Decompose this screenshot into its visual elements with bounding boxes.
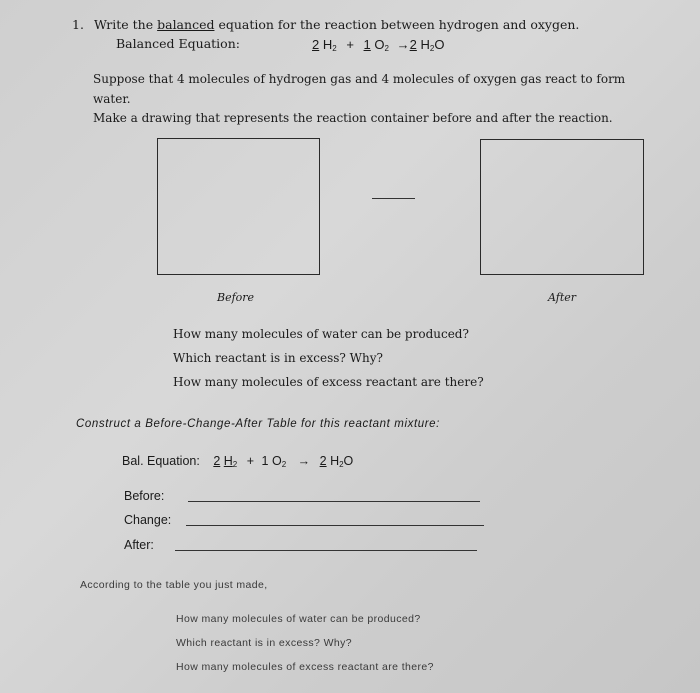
after-container-box[interactable] bbox=[480, 139, 644, 275]
bca-coefficient-h2: 2 bbox=[213, 454, 221, 468]
species-h2o-o: O bbox=[434, 37, 445, 52]
closing-question-amount: How many molecules of excess reactant are there? bbox=[176, 661, 434, 673]
question-water-produced: How many molecules of water can be produced? bbox=[173, 327, 469, 341]
bca-row-change-label: Change: bbox=[124, 513, 172, 527]
question-excess-amount: How many molecules of excess reactant are there? bbox=[173, 375, 484, 389]
closing-question-excess: Which reactant is in excess? Why? bbox=[176, 637, 353, 649]
bca-row-change-line[interactable] bbox=[186, 525, 484, 526]
question-1-prompt bbox=[94, 19, 579, 32]
subscript-h2: 2 bbox=[332, 44, 337, 53]
coefficient-o2: 1 bbox=[363, 37, 371, 52]
question-excess-reactant: Which reactant is in excess? Why? bbox=[173, 351, 383, 365]
species-h2: H bbox=[322, 37, 333, 52]
prompt-start: Write the bbox=[94, 17, 158, 32]
species-h2o-h: H bbox=[420, 37, 430, 52]
bca-row-before-label: Before: bbox=[124, 489, 165, 503]
bca-equation bbox=[122, 455, 353, 469]
bca-coefficient-o2: 1 bbox=[261, 454, 269, 468]
coefficient-h2o: 2 bbox=[409, 37, 417, 52]
bca-subscript-o2: 2 bbox=[281, 460, 287, 469]
before-container-box[interactable] bbox=[157, 138, 320, 275]
bca-equation-label: Bal. Equation: bbox=[122, 454, 200, 468]
bca-subscript-h2: 2 bbox=[232, 460, 238, 469]
after-label: After bbox=[548, 291, 577, 304]
bca-plus-sign: + bbox=[246, 454, 255, 468]
scenario-line-2: water. bbox=[93, 92, 131, 106]
scenario-line-3: Make a drawing that represents the reaction container before and after the reaction. bbox=[93, 111, 613, 125]
bca-row-before-line[interactable] bbox=[188, 501, 480, 502]
subscript-o2: 2 bbox=[384, 44, 389, 53]
arrow-icon: → bbox=[396, 37, 410, 52]
plus-sign: + bbox=[346, 37, 354, 52]
coefficient-h2: 2 bbox=[312, 37, 320, 52]
closing-intro: According to the table you just made, bbox=[80, 579, 268, 591]
balanced-equation-label: Balanced Equation: bbox=[116, 36, 240, 51]
closing-question-water: How many molecules of water can be produced? bbox=[176, 613, 421, 625]
bca-species-h2: H bbox=[223, 454, 233, 468]
prompt-end: equation for the reaction between hydrogen and oxygen. bbox=[214, 17, 580, 32]
bca-row-after-line[interactable] bbox=[175, 550, 477, 551]
bca-arrow-icon: → bbox=[297, 454, 311, 468]
bca-species-o2: O bbox=[271, 454, 282, 468]
question-number: 1. bbox=[72, 17, 84, 32]
species-o2: O bbox=[374, 37, 385, 52]
bca-heading: Construct a Before-Change-After Table for this reactant mixture: bbox=[76, 418, 440, 430]
bca-species-h2o-h: H bbox=[330, 454, 340, 468]
bca-row-after-label: After: bbox=[124, 538, 154, 552]
bca-coefficient-h2o: 2 bbox=[319, 454, 327, 468]
scenario-line-1: Suppose that 4 molecules of hydrogen gas and 4 molecules of oxygen gas react to form bbox=[93, 72, 626, 86]
subscript-h2o: 2 bbox=[429, 44, 435, 53]
bca-subscript-h2o: 2 bbox=[339, 460, 344, 469]
balanced-equation bbox=[312, 38, 444, 53]
prompt-underlined-word: balanced bbox=[157, 17, 215, 32]
bca-species-h2o-o: O bbox=[343, 454, 354, 468]
before-label: Before bbox=[217, 291, 255, 304]
reaction-arrow-line bbox=[372, 198, 415, 199]
